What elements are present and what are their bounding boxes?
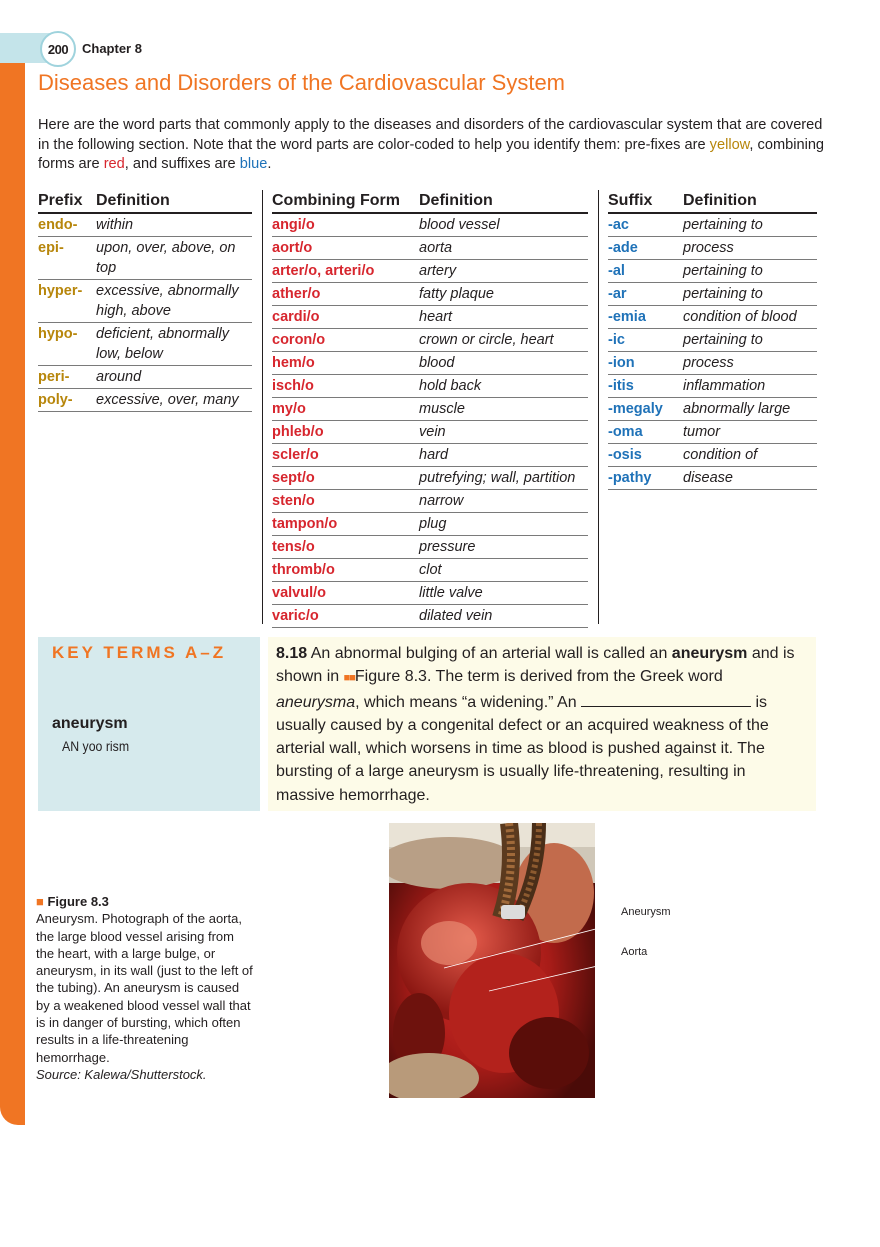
intro-blue: blue	[239, 156, 268, 173]
page-side-band	[0, 63, 25, 1125]
aneurysm-photo-illustration	[389, 823, 595, 1098]
combining-form-row	[272, 513, 588, 536]
word-part-definition: heart	[419, 309, 453, 325]
word-part-term: -ion	[608, 355, 635, 371]
word-part-term: valvul/o	[272, 585, 326, 601]
suffix-row	[608, 237, 817, 260]
word-part-definition: narrow	[419, 493, 464, 509]
word-part-definition: deficient, abnormally low, below	[96, 326, 229, 362]
combining-form-row	[272, 398, 588, 421]
word-part-term: hyper-	[38, 283, 83, 299]
combining-form-row	[272, 559, 588, 582]
combining-form-row	[272, 260, 588, 283]
word-part-term: phleb/o	[272, 424, 324, 440]
combining-form-table	[272, 186, 588, 628]
figure-square-icon: ■	[36, 894, 44, 909]
prefix-row	[38, 214, 252, 237]
word-part-definition: excessive, over, many	[96, 392, 239, 408]
combining-form-row	[272, 467, 588, 490]
word-part-definition: inflammation	[683, 378, 766, 394]
word-part-definition: fatty plaque	[419, 286, 494, 302]
word-part-term: tampon/o	[272, 516, 338, 532]
section-8-18-text: 8.18 An abnormal bulging of an arterial wall is called an aneurysm and is shown in ■■Figure 8.3. The term is derived from the Greek word aneurysma, which means “a widening.” An is usually caused by a congenital defect or an acquired weakness of the arterial wall, which worsens in time as blood is pushed against it. The bursting of a large aneurysm is usually life-threatening, resulting in massive hemorrhage.	[276, 645, 795, 804]
word-part-term: -al	[608, 263, 625, 279]
word-part-definition: aorta	[419, 240, 453, 256]
suffix-row	[608, 398, 817, 421]
word-part-definition: abnormally large	[683, 401, 791, 417]
word-part-definition: pertaining to	[683, 217, 763, 233]
word-part-definition: around	[96, 369, 142, 385]
key-term-pronunciation: AN yoo rism	[62, 738, 130, 754]
word-part-definition: pertaining to	[683, 286, 763, 302]
key-terms-box	[38, 637, 260, 811]
word-part-definition: pertaining to	[683, 263, 763, 279]
section-body-box	[268, 637, 816, 811]
word-part-definition: hold back	[419, 378, 482, 394]
suffix-row	[608, 214, 817, 237]
word-part-term: -ic	[608, 332, 625, 348]
figure-title: Figure 8.3	[47, 894, 109, 909]
word-part-term: tens/o	[272, 539, 315, 555]
word-part-term: -megaly	[608, 401, 663, 417]
figure-marker-icon: ■■	[343, 672, 355, 685]
word-part-term: -pathy	[608, 470, 652, 486]
aneurysm-photo	[389, 823, 595, 1098]
word-part-term: aort/o	[272, 240, 313, 256]
page-number: 200	[40, 31, 76, 67]
prefix-table	[38, 186, 252, 412]
word-part-term: -ade	[608, 240, 638, 256]
combining-form-row	[272, 375, 588, 398]
word-part-definition: dilated vein	[419, 608, 493, 624]
combining-form-row	[272, 490, 588, 513]
word-part-term: -itis	[608, 378, 634, 394]
word-part-definition: clot	[419, 562, 442, 578]
word-part-definition: putrefying; wall, partition	[419, 470, 576, 486]
suffix-row	[608, 467, 817, 490]
combining-form-row	[272, 283, 588, 306]
word-part-definition: process	[683, 240, 734, 256]
word-part-term: varic/o	[272, 608, 319, 624]
word-part-term: -emia	[608, 309, 646, 325]
word-part-term: -osis	[608, 447, 642, 463]
figure-caption-text: Aneurysm. Photograph of the aorta, the large blood vessel arising from the heart, with a large bulge, or aneurysm, in its wall (just to the left of the tubing). An aneurysm is caused by a weakened blood vessel wall that is in danger of bursting, which often results in a life-threatening hemorrhage.	[36, 911, 253, 1065]
word-part-term: sten/o	[272, 493, 315, 509]
word-part-term: coron/o	[272, 332, 326, 348]
word-part-definition: artery	[419, 263, 457, 279]
combining-form-row	[272, 444, 588, 467]
word-part-term: peri-	[38, 369, 70, 385]
word-part-definition: within	[96, 217, 134, 233]
word-part-definition: little valve	[419, 585, 483, 601]
key-terms-heading: KEY TERMS A–Z	[52, 643, 227, 662]
intro-paragraph: Here are the word parts that commonly apply to the diseases and disorders of the cardiovascular system that are covered in the following section. Note that the word parts are color-coded to help you identify them: pre-fixes are yellow, combining forms are red, and suffixes are blue.	[38, 117, 825, 173]
suffix-row	[608, 306, 817, 329]
word-part-definition: disease	[683, 470, 733, 486]
column-divider	[598, 190, 599, 624]
figure-caption	[36, 893, 254, 1083]
word-part-term: my/o	[272, 401, 306, 417]
suffix-row	[608, 421, 817, 444]
suffix-row	[608, 260, 817, 283]
combining-form-row	[272, 582, 588, 605]
word-part-definition: excessive, abnormally high, above	[96, 283, 239, 319]
combining-form-row	[272, 329, 588, 352]
word-part-term: hypo-	[38, 326, 78, 342]
word-part-definition: condition of blood	[683, 309, 797, 325]
word-part-term: ather/o	[272, 286, 321, 302]
word-part-term: epi-	[38, 240, 64, 256]
combining-table-header: Combining Form Definition	[272, 186, 588, 214]
word-part-definition: vein	[419, 424, 446, 440]
word-part-term: -ar	[608, 286, 627, 302]
suffix-table-header: Suffix Definition	[608, 186, 817, 214]
intro-red: red	[103, 156, 125, 173]
prefix-row	[38, 280, 252, 323]
word-part-definition: plug	[419, 516, 447, 532]
word-part-definition: muscle	[419, 401, 465, 417]
intro-yellow: yellow	[709, 136, 750, 153]
word-part-definition: blood vessel	[419, 217, 500, 233]
word-part-term: sept/o	[272, 470, 315, 486]
suffix-row	[608, 283, 817, 306]
word-part-definition: hard	[419, 447, 449, 463]
suffix-row	[608, 444, 817, 467]
figure-source: Source: Kalewa/Shutterstock.	[36, 1066, 207, 1082]
suffix-row	[608, 352, 817, 375]
label-aneurysm: Aneurysm	[621, 906, 671, 918]
word-part-definition: blood	[419, 355, 455, 371]
word-part-term: poly-	[38, 392, 73, 408]
word-part-term: -oma	[608, 424, 643, 440]
combining-form-row	[272, 536, 588, 559]
column-divider	[262, 190, 263, 624]
prefix-row	[38, 389, 252, 412]
suffix-row	[608, 375, 817, 398]
word-part-definition: tumor	[683, 424, 721, 440]
combining-form-row	[272, 237, 588, 260]
word-part-term: -ac	[608, 217, 629, 233]
suffix-row	[608, 329, 817, 352]
page-title: Diseases and Disorders of the Cardiovascular System	[38, 70, 566, 95]
word-part-definition: pressure	[419, 539, 476, 555]
word-part-term: scler/o	[272, 447, 319, 463]
word-part-term: isch/o	[272, 378, 314, 394]
word-part-term: angi/o	[272, 217, 315, 233]
prefix-row	[38, 366, 252, 389]
prefix-row	[38, 323, 252, 366]
key-term: aneurysm	[52, 715, 128, 732]
prefix-row	[38, 237, 252, 280]
combining-form-row	[272, 352, 588, 375]
fill-in-blank	[581, 692, 751, 707]
word-part-term: arter/o, arteri/o	[272, 263, 375, 279]
combining-form-row	[272, 306, 588, 329]
suffix-table	[608, 186, 817, 490]
word-part-definition: pertaining to	[683, 332, 763, 348]
combining-form-row	[272, 214, 588, 237]
chapter-label: Chapter 8	[82, 41, 142, 56]
combining-form-row	[272, 421, 588, 444]
prefix-table-header: Prefix Definition	[38, 186, 252, 214]
word-part-term: thromb/o	[272, 562, 335, 578]
word-part-definition: condition of	[683, 447, 758, 463]
word-part-term: hem/o	[272, 355, 315, 371]
word-part-term: endo-	[38, 217, 78, 233]
word-part-definition: process	[683, 355, 734, 371]
word-part-definition: crown or circle, heart	[419, 332, 554, 348]
combining-form-row	[272, 605, 588, 628]
figure-reference[interactable]: Figure 8.3	[354, 668, 427, 686]
word-part-definition: upon, over, above, on top	[96, 240, 236, 276]
label-aorta: Aorta	[621, 946, 648, 958]
word-part-term: cardi/o	[272, 309, 320, 325]
